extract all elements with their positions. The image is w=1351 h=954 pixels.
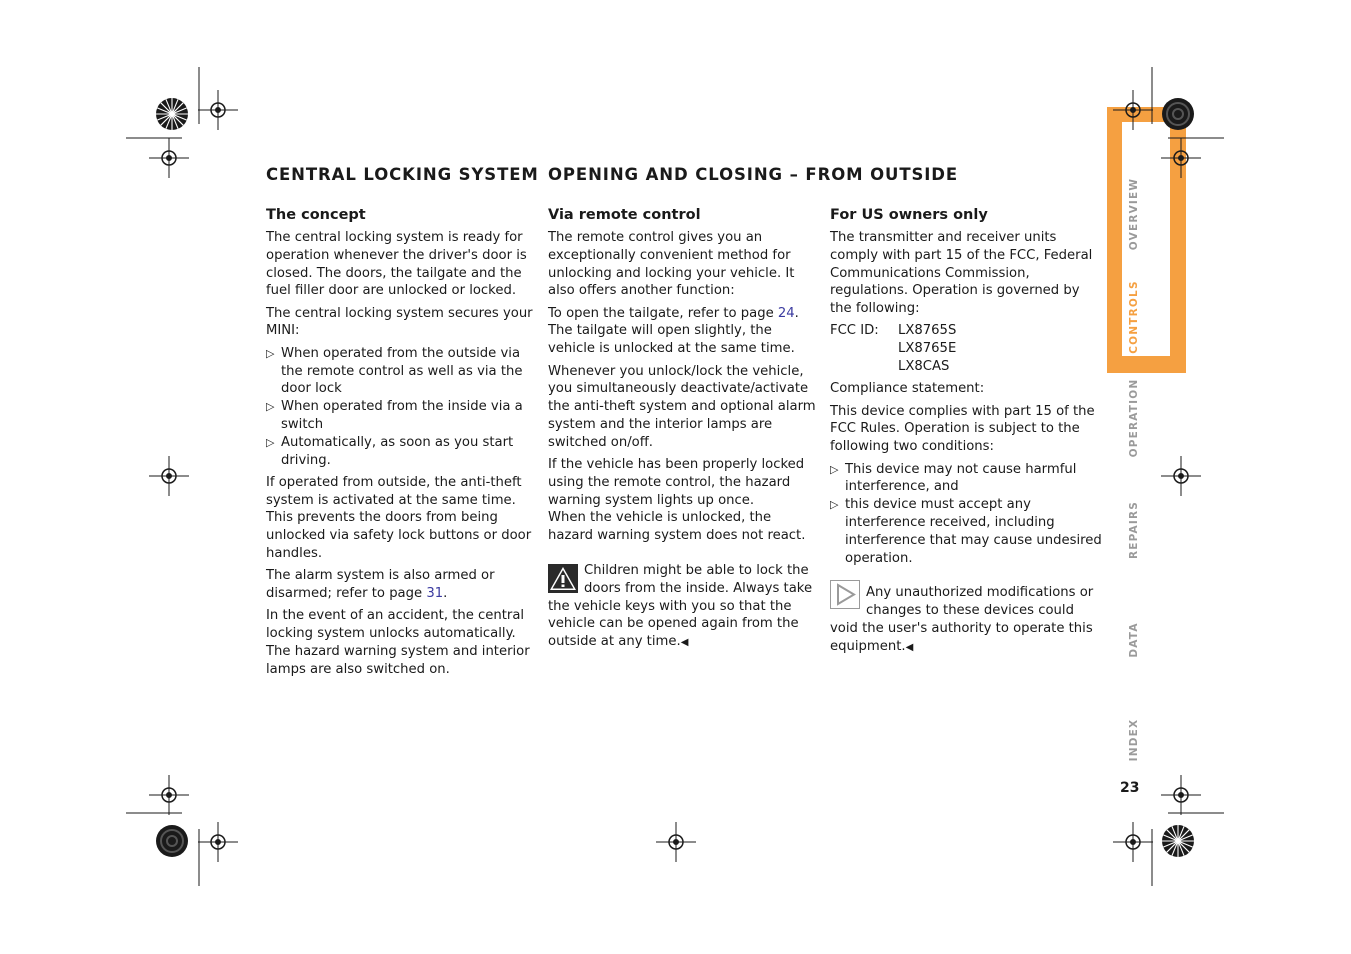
tab-data[interactable]: DATA [1128,622,1140,658]
registration-target-icon [656,822,696,862]
registration-target-icon [198,822,238,862]
paragraph: If the vehicle has been properly locked using the remote control, the hazard warning system lights up once. [548,457,805,508]
fcc-id: LX8765S [898,323,957,339]
starburst-mark-icon [155,97,189,131]
paragraph: The transmitter and receiver units comply with part 15 of the FCC, Federal Communications Commission, regulations. Operation is governed by the following: [830,230,1093,317]
page-link[interactable]: 31 [426,586,444,602]
list-item-text: This device may not cause harmful interference, and [845,461,1077,495]
triangle-right-icon: ▷ [830,462,839,476]
list-item-text: When operated from the outside via the remote control as well as via the door lock [281,345,523,397]
paragraph: The remote control gives you an exceptionally convenient method for unlocking and locking your vehicle. It also offers another function: [548,230,795,299]
starburst-mark-icon [1161,824,1195,858]
paragraph: The central locking system secures your MINI: [266,305,533,339]
heading-opening-closing: OPENING AND CLOSING – FROM OUTSIDE [548,165,959,184]
list-item-text: this device must accept any interference received, including interference that may cause undesired operation. [845,497,1102,566]
subheading-concept: The concept [266,207,366,223]
registration-target-icon [149,775,189,815]
tab-operation[interactable]: OPERATION [1128,378,1140,458]
list-item-text: When operated from the inside via a switch [281,399,523,432]
text: . [443,586,448,602]
paragraph: In the event of an accident, the central locking system unlocks automatically. The hazard warning system and interior lamps are also switched on. [266,608,530,677]
tab-overview[interactable]: OVERVIEW [1128,177,1140,251]
paragraph: Compliance statement: [830,381,985,397]
warning-text: Children might be able to lock the doors from the inside. Always take the vehicle keys with you so that the vehicle can be opened again from the outside at any time. [548,563,813,650]
paragraph: The tailgate will open slightly, the vehicle is unlocked at the same time. [548,323,795,357]
triangle-left-icon: ◀ [680,637,689,649]
registration-target-icon [1113,90,1153,130]
page-link[interactable]: 24 [777,305,795,321]
paragraph: If operated from outside, the anti-theft system is activated at the same time. This prevents the doors from being unlocked via safety lock buttons or door handles. [266,474,532,562]
triangle-right-icon: ▷ [266,346,275,360]
triangle-left-icon: ◀ [905,641,914,653]
paragraph: When the vehicle is unlocked, the hazard warning system does not react. [548,510,806,544]
paragraph: This device complies with part 15 of the FCC Rules. Operation is subject to the following two conditions: [830,403,1095,455]
registration-target-icon [1161,775,1201,815]
registration-target-icon [1161,456,1201,496]
subheading-remote-control: Via remote control [548,207,701,223]
starburst-mark-icon [155,824,189,858]
text: To open the tailgate, refer to page [548,305,778,321]
text: The alarm system is also armed or disarmed; refer to page [266,568,495,602]
page-number: 23 [1120,780,1140,796]
registration-target-icon [149,138,189,178]
paragraph: Whenever you unlock/lock the vehicle, you simultaneously deactivate/activate the anti-theft system and optional alarm system and the interior lamps are switched on/off. [548,363,816,450]
heading-central-locking: CENTRAL LOCKING SYSTEM [266,165,539,184]
text: . [794,305,799,321]
subheading-us-owners: For US owners only [830,207,988,223]
tab-repairs[interactable]: REPAIRS [1128,500,1140,560]
triangle-right-icon: ▷ [830,498,839,512]
triangle-right-icon: ▷ [266,400,275,414]
registration-target-icon [198,90,238,130]
fcc-id: LX8765E [898,341,957,357]
triangle-right-icon: ▷ [266,435,275,449]
list-item-text: Automatically, as soon as you start driving. [281,434,514,468]
registration-target-icon [149,456,189,496]
tab-index[interactable]: INDEX [1128,718,1140,762]
tab-controls[interactable]: CONTROLS [1128,280,1140,354]
registration-target-icon [1161,138,1201,178]
paragraph: The central locking system is ready for operation whenever the driver's door is closed. The doors, the tailgate and the fuel filler door are unlocked or locked. [266,230,527,299]
starburst-mark-icon [1161,97,1195,131]
note-text: Any unauthorized modifications or changes to these devices could void the user's authority to operate this equipment. [830,585,1094,654]
fcc-label: FCC ID: [830,323,879,339]
fcc-id: LX8CAS [898,359,950,375]
registration-target-icon [1113,822,1153,862]
